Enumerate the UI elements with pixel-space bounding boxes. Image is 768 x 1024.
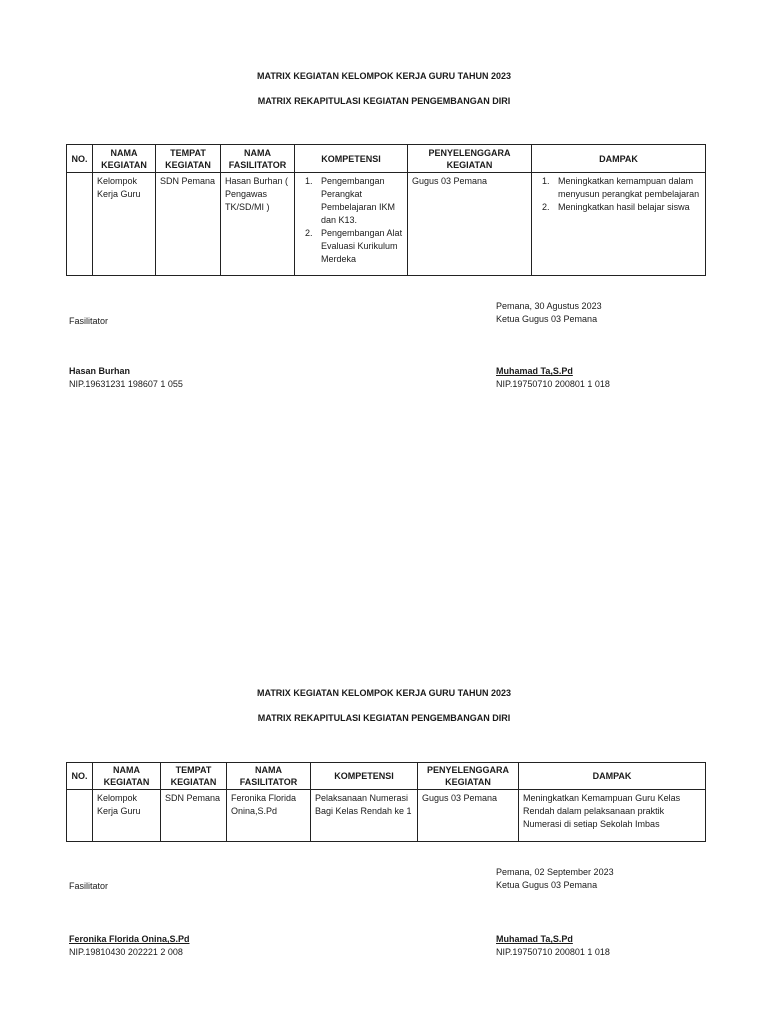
matrix2-date-block (496, 866, 614, 892)
kompetensi-list (299, 175, 403, 266)
matrix2-ketua-signature (496, 933, 610, 959)
matrix1-subtitle: MATRIX REKAPITULASI KEGIATAN PENGEMBANGAN DIRI (257, 96, 511, 106)
list-item: 1. Meningkatkan kemampuan dalam menyusun perangkat pembelajaran (552, 175, 701, 201)
place-date: Pemana, 30 Agustus 2023 (496, 301, 602, 311)
cell-kompetensi: Pelaksanaan Numerasi Bagi Kelas Rendah ke 1 (311, 790, 418, 842)
cell-no (67, 173, 93, 276)
ketua-name: Muhamad Ta,S.Pd (496, 934, 573, 944)
table-header-row (67, 763, 706, 790)
ketua-nip: NIP.19750710 200801 1 018 (496, 947, 610, 957)
fasilitator-nip: NIP.19631231 198607 1 055 (69, 379, 183, 389)
ketua-name: Muhamad Ta,S.Pd (496, 366, 573, 376)
header-tempat-kegiatan: TEMPAT KEGIATAN (161, 763, 227, 790)
list-item: 2. Pengembangan Alat Evaluasi Kurikulum Merdeka (315, 227, 403, 266)
cell-kompetensi (295, 173, 408, 276)
fasilitator-name: Feronika Florida Onina,S.Pd (69, 934, 190, 944)
header-penyelenggara: PENYELENGGARA KEGIATAN (408, 145, 532, 173)
cell-nama-fasilitator: Feronika Florida Onina,S.Pd (227, 790, 311, 842)
table-row (67, 173, 706, 276)
header-kompetensi: KOMPETENSI (311, 763, 418, 790)
cell-tempat-kegiatan: SDN Pemana (161, 790, 227, 842)
header-dampak: DAMPAK (519, 763, 706, 790)
ketua-nip: NIP.19750710 200801 1 018 (496, 379, 610, 389)
header-tempat-kegiatan: TEMPAT KEGIATAN (156, 145, 221, 173)
header-penyelenggara: PENYELENGGARA KEGIATAN (418, 763, 519, 790)
dampak-list (536, 175, 701, 214)
list-item: 1. Pengembangan Perangkat Pembelajaran IKM dan K13. (315, 175, 403, 227)
fasilitator-nip: NIP.19810430 202221 2 008 (69, 947, 183, 957)
ketua-title: Ketua Gugus 03 Pemana (496, 880, 598, 890)
list-item: 2. Meningkatkan hasil belajar siswa (552, 201, 701, 214)
fasilitator-name: Hasan Burhan (69, 366, 131, 376)
matrix2-subtitle: MATRIX REKAPITULASI KEGIATAN PENGEMBANGAN DIRI (257, 713, 511, 723)
cell-penyelenggara: Gugus 03 Pemana (408, 173, 532, 276)
matrix2-title: MATRIX KEGIATAN KELOMPOK KERJA GURU TAHUN 2023 (256, 688, 512, 698)
cell-nama-fasilitator: Hasan Burhan ( Pengawas TK/SD/MI ) (221, 173, 295, 276)
header-nama-kegiatan: NAMA KEGIATAN (93, 145, 156, 173)
matrix1-fasilitator-signature (69, 365, 183, 391)
header-nama-fasilitator: NAMA FASILITATOR (227, 763, 311, 790)
cell-no (67, 790, 93, 842)
cell-dampak: Meningkatkan Kemampuan Guru Kelas Rendah dalam pelaksanaan praktik Numerasi di setiap Sekolah Imbas (519, 790, 706, 842)
table-row (67, 790, 706, 842)
place-date: Pemana, 02 September 2023 (496, 867, 614, 877)
matrix1-date-block (496, 300, 602, 326)
header-kompetensi: KOMPETENSI (295, 145, 408, 173)
header-dampak: DAMPAK (532, 145, 706, 173)
cell-tempat-kegiatan: SDN Pemana (156, 173, 221, 276)
cell-penyelenggara: Gugus 03 Pemana (418, 790, 519, 842)
fasilitator-label: Fasilitator (69, 316, 109, 326)
header-no: NO. (67, 145, 93, 173)
matrix1-ketua-signature (496, 365, 610, 391)
cell-nama-kegiatan: Kelompok Kerja Guru (93, 173, 156, 276)
matrix1-table (66, 144, 706, 276)
matrix2-table (66, 762, 706, 842)
header-nama-kegiatan: NAMA KEGIATAN (93, 763, 161, 790)
cell-dampak (532, 173, 706, 276)
ketua-title: Ketua Gugus 03 Pemana (496, 314, 598, 324)
cell-nama-kegiatan: Kelompok Kerja Guru (93, 790, 161, 842)
header-nama-fasilitator: NAMA FASILITATOR (221, 145, 295, 173)
table-header-row (67, 145, 706, 173)
matrix1-title: MATRIX KEGIATAN KELOMPOK KERJA GURU TAHUN 2023 (256, 71, 512, 81)
fasilitator-label: Fasilitator (69, 881, 109, 891)
header-no: NO. (67, 763, 93, 790)
matrix2-fasilitator-signature (69, 933, 190, 959)
